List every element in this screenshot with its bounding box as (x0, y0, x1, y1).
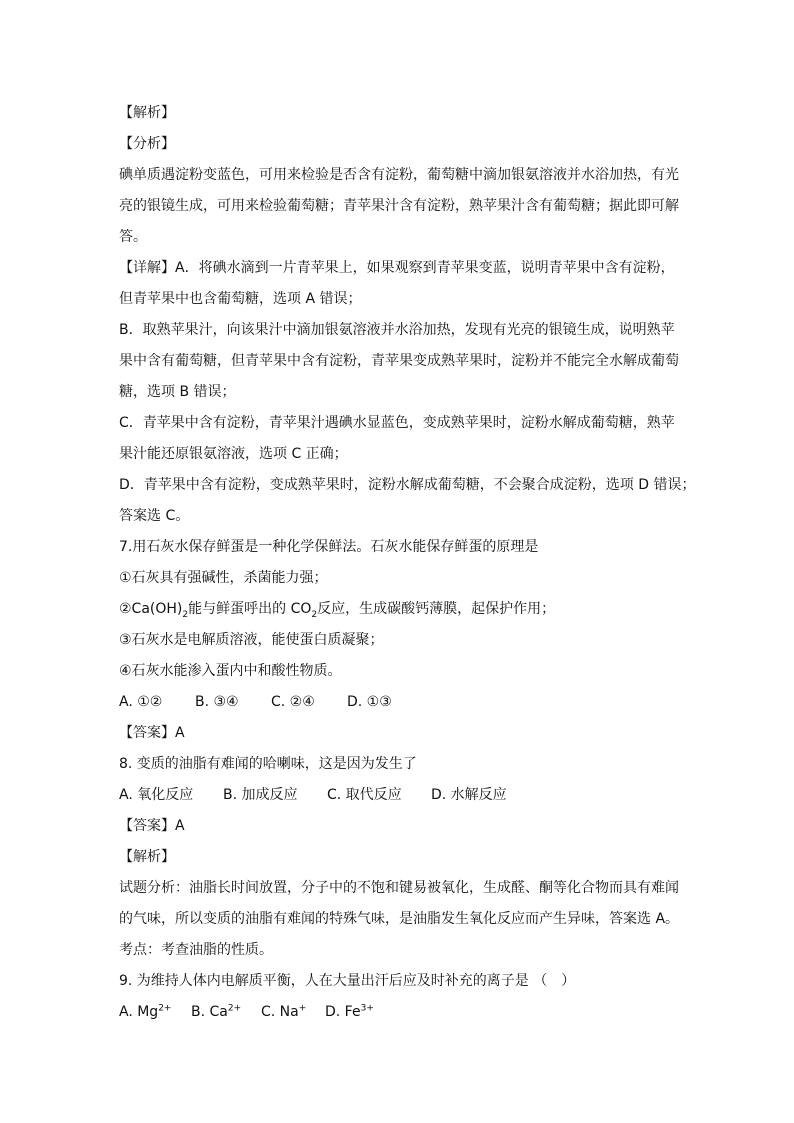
paragraph-line: 但青苹果中也含葡萄糖，选项 A 错误； (119, 291, 362, 307)
option-text: D. Fe (325, 1004, 361, 1020)
paragraph-line: 的气味，所以变质的油脂有难闻的特殊气味，是油脂发生氧化反应而产生异味，答案选 A。 (119, 911, 680, 927)
section-heading-analysis: 【解析】 (119, 105, 175, 121)
paragraph-line: 【详解】A．将碘水滴到一片青苹果上，如果观察到青苹果变蓝，说明青苹果中含有淀粉， (119, 260, 675, 276)
option-b (191, 1002, 261, 1022)
superscript: 2+ (227, 1003, 242, 1014)
paragraph-line: 碘单质遇淀粉变蓝色，可用来检验是否含有淀粉，葡萄糖中滴加银氨溶液并水浴加热，有光 (119, 167, 679, 183)
superscript: 2+ (158, 1003, 172, 1014)
paragraph-line: D．青苹果中含有淀粉，变成熟苹果时，淀粉水解成葡萄糖，不会聚合成淀粉，选项 D 错误； (119, 477, 696, 493)
option-a: A. 氧化反应 (119, 787, 194, 803)
option-b: B. 加成反应 (223, 787, 298, 803)
paragraph-line: 果中含有葡萄糖，但青苹果中含有淀粉，青苹果变成熟苹果时，淀粉并不能完全水解成葡萄 (119, 353, 679, 369)
question-9-stem: 9. 为维持人体内电解质平衡，人在大量出汗后应及时补充的离子是 （ ） (119, 973, 576, 989)
paragraph-line: 果汁能还原银氨溶液，选项 C 正确； (119, 446, 348, 462)
text-part: 反应，生成碳酸钙薄膜，起保护作用； (317, 601, 556, 617)
q9-options (119, 1002, 679, 1022)
option-c: C. 取代反应 (327, 787, 402, 803)
option-b: B. ③④ (195, 694, 239, 710)
text-part: ②Ca(OH) (119, 601, 183, 617)
option-text: A. Mg (119, 1004, 159, 1020)
q7-options (119, 692, 679, 712)
superscript: + (298, 1003, 307, 1014)
option-c: C. ②④ (271, 694, 315, 710)
q7-statement-2 (119, 599, 679, 619)
option-a: A. ①② (119, 694, 163, 710)
paragraph-line: C．青苹果中含有淀粉，青苹果汁遇碘水显蓝色，变成熟苹果时，淀粉水解成葡萄糖，熟苹 (119, 415, 675, 431)
question-8-stem: 8. 变质的油脂有难闻的哈喇味，这是因为发生了 (119, 756, 417, 772)
paragraph-line: 考点：考查油脂的性质。 (119, 942, 273, 958)
option-d (325, 1002, 374, 1022)
option-a (119, 1002, 191, 1022)
paragraph-line: 亮的银镜生成，可用来检验葡萄糖；青苹果汁含有淀粉，熟苹果汁含有葡萄糖；据此即可解 (119, 198, 679, 214)
subscript: 2 (182, 609, 189, 620)
section-heading-fenxi: 【分析】 (119, 136, 175, 152)
option-c (261, 1002, 325, 1022)
paragraph-line: 试题分析：油脂长时间放置，分子中的不饱和键易被氧化，生成醛、酮等化合物而具有难闻 (119, 880, 679, 896)
option-d: D. ①③ (347, 694, 392, 710)
paragraph-line: 答。 (119, 229, 147, 245)
paragraph-line: B．取熟苹果汁，向该果汁中滴加银氨溶液并水浴加热，发现有光亮的银镜生成，说明熟苹 (119, 322, 675, 338)
q8-analysis-heading: 【解析】 (119, 849, 175, 865)
option-text: B. Ca (191, 1004, 228, 1020)
option-d: D. 水解反应 (431, 787, 507, 803)
q7-statement-1: ①石灰具有强碱性，杀菌能力强； (119, 570, 328, 586)
superscript: 3+ (360, 1003, 374, 1014)
paragraph-line: 答案选 C。 (119, 508, 190, 524)
text-part: 能与鲜蛋呼出的 CO (188, 601, 312, 617)
subscript: 2 (311, 609, 318, 620)
q8-options (119, 785, 679, 805)
q8-answer: 【答案】A (119, 818, 185, 834)
paragraph-line: 糖，选项 B 错误； (119, 384, 236, 400)
q7-statement-4: ④石灰水能渗入蛋内中和酸性物质。 (119, 663, 342, 679)
option-text: C. Na (261, 1004, 299, 1020)
question-7-stem: 7.用石灰水保存鲜蛋是一种化学保鲜法。石灰水能保存鲜蛋的原理是 (119, 539, 539, 555)
q7-statement-3: ③石灰水是电解质溶液，能使蛋白质凝聚； (119, 632, 384, 648)
q7-answer: 【答案】A (119, 725, 185, 741)
